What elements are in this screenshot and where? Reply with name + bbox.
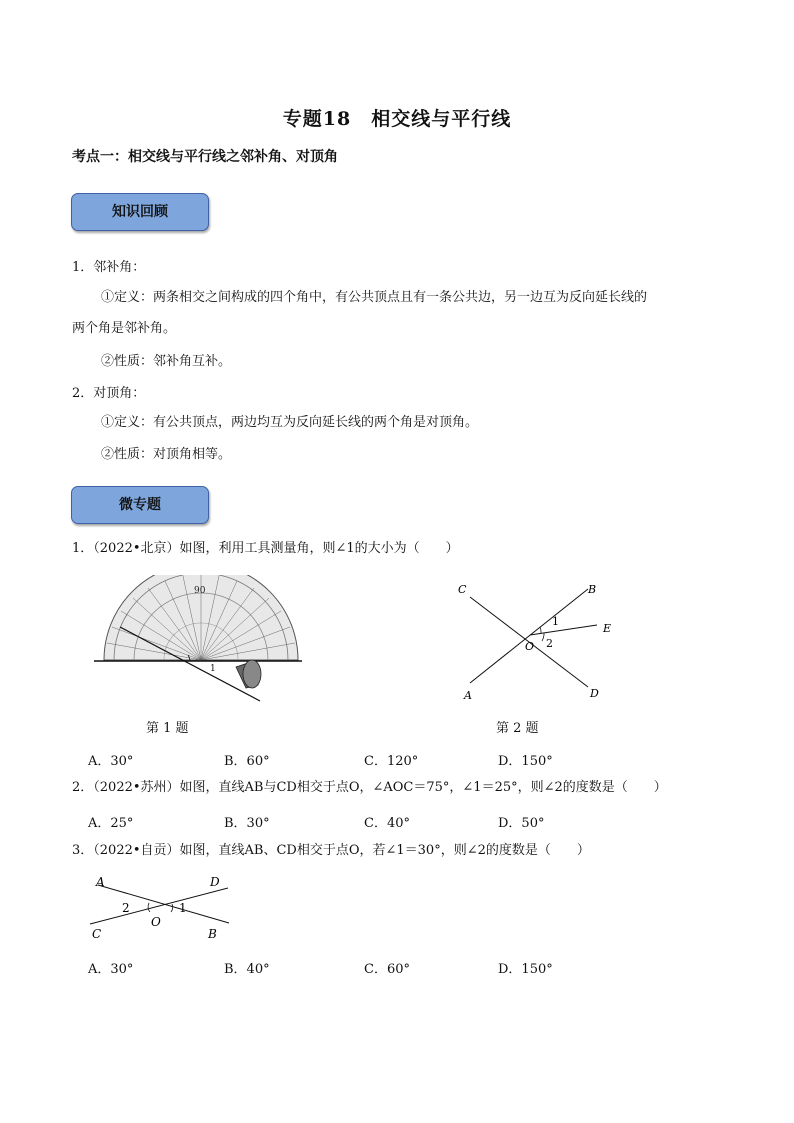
item1-definition-line1: ①定义：两条相交之间构成的四个角中，有公共顶点且有一条公共边，另一边互为反向延长线的 [101, 290, 648, 305]
q2-option-b: B．30° [224, 816, 270, 831]
item2-definition: ①定义：有公共顶点，两边均互为反向延长线的两个角是对顶角。 [101, 415, 479, 430]
question-1-stem: 1．（2022•北京）如图，利用工具测量角，则∠1的大小为（ ） [72, 541, 459, 556]
fig3-label-c: C [92, 927, 102, 941]
figure-2-caption: 第 2 题 [496, 721, 539, 736]
q3-option-c: C．60° [364, 962, 410, 977]
q1-option-a: A．30° [88, 754, 134, 769]
figure-1-protractor [90, 575, 310, 705]
figure-3-intersecting-lines [86, 868, 246, 944]
figure-2-intersecting-lines [450, 575, 630, 705]
figure-1-caption: 第 1 题 [146, 721, 189, 736]
q2-option-c: C．40° [364, 816, 410, 831]
angle-1-label: 1 [210, 664, 216, 674]
hand-cylinder [236, 660, 261, 688]
fig3-label-b: B [208, 927, 217, 941]
q2-option-d: D．50° [498, 816, 545, 831]
q1-option-c: C．120° [364, 754, 419, 769]
fig3-label-o: O [151, 915, 161, 929]
item2-heading: 2．对顶角： [72, 386, 146, 401]
q3-option-a: A．30° [88, 962, 134, 977]
fig2-label-a: A [464, 689, 472, 702]
fig2-label-o: O [525, 640, 535, 653]
fig2-label-b: B [588, 583, 597, 596]
section-label-topic: 微专题 [71, 486, 209, 524]
fig2-label-d: D [590, 687, 599, 700]
item1-property: ②性质：邻补角互补。 [101, 354, 232, 369]
fig3-label-a: A [96, 875, 105, 889]
q1-option-d: D．150° [498, 754, 553, 769]
question-3-stem: 3．（2022•自贡）如图，直线AB、CD相交于点O，若∠1＝30°，则∠2的度数是（ ） [72, 843, 590, 858]
fig2-label-c: C [458, 583, 467, 596]
q1-option-b: B．60° [224, 754, 270, 769]
item1-definition-line2: 两个角是邻补角。 [72, 321, 177, 336]
fig2-angle-1: 1 [552, 615, 559, 628]
fig3-label-d: D [210, 875, 220, 889]
fig2-label-e: E [603, 622, 612, 635]
fig3-angle-2: 2 [122, 901, 130, 915]
item2-property: ②性质：对顶角相等。 [101, 447, 232, 462]
question-2-stem: 2．（2022•苏州）如图，直线AB与CD相交于点O，∠AOC＝75°，∠1＝25°，则∠2的度数是（ ） [72, 780, 667, 795]
protractor-90-label: 90 [194, 586, 206, 596]
fig3-angle-1: 1 [179, 901, 187, 915]
q2-option-a: A．25° [88, 816, 134, 831]
page-title: 专题18 相交线与平行线 [282, 108, 512, 130]
topic-subtitle: 考点一：相交线与平行线之邻补角、对顶角 [72, 149, 338, 165]
section-label-review: 知识回顾 [71, 193, 209, 231]
q3-option-d: D．150° [498, 962, 553, 977]
q3-option-b: B．40° [224, 962, 270, 977]
item1-heading: 1．邻补角： [72, 260, 146, 275]
fig2-angle-2: 2 [546, 637, 553, 650]
